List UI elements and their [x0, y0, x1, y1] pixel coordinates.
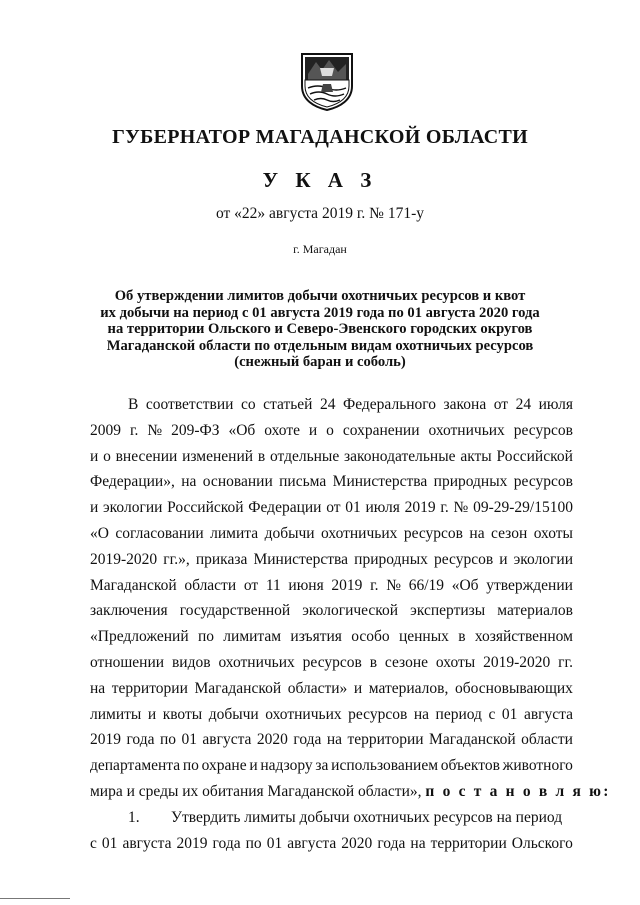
word: территории [430, 834, 507, 852]
word: ресурсов [434, 550, 494, 568]
body-line [90, 624, 573, 650]
word: государственной [179, 602, 291, 620]
word: «О [90, 524, 109, 542]
word: изъятия [290, 628, 342, 646]
word: охоте [264, 421, 300, 439]
word: приказа [195, 550, 248, 568]
word: изменений [182, 447, 254, 465]
word: добычи [264, 524, 315, 542]
footer-divider [0, 898, 70, 899]
word: и [353, 679, 363, 697]
word: письма [279, 473, 327, 491]
word: июля [538, 396, 573, 413]
word: лимита [210, 524, 259, 542]
word: 2019-2020 [90, 550, 158, 568]
word: экологии [513, 550, 573, 568]
word: Министерства [253, 550, 349, 568]
date-number-line: от «22» августа 2019 г. № 171-у [215, 205, 425, 222]
body-line [90, 521, 573, 547]
governor-heading: ГУБЕРНАТОР МАГАДАНСКОЙ ОБЛАСТИ [112, 126, 528, 148]
word: Магаданской [90, 576, 177, 594]
word: ресурсов [513, 421, 573, 439]
word: и [308, 421, 318, 439]
word: по [245, 834, 262, 852]
body-line [90, 598, 573, 624]
word: 01 [266, 834, 283, 852]
body-line [90, 469, 573, 495]
word: от [326, 499, 341, 517]
word: хозяйственном [474, 628, 573, 646]
word: гг. [558, 653, 573, 671]
word: и [147, 705, 157, 723]
word: Магаданской [194, 679, 282, 697]
word: 2009 [90, 421, 121, 439]
word: Федерации [248, 499, 322, 517]
word: по [182, 757, 199, 775]
word: «Предложений [90, 628, 189, 646]
word: Федерации», [90, 473, 175, 491]
body-line [90, 392, 573, 418]
title-line: Об утверждении лимитов добычи охотничьих ресурсов и квот [114, 288, 526, 304]
word: 2019 [404, 499, 436, 517]
word: природных [433, 473, 508, 491]
word: области [184, 576, 237, 594]
word: августа [202, 731, 252, 749]
word: г. [370, 576, 379, 594]
word: августа [122, 834, 172, 852]
body-line [90, 495, 573, 521]
word: квоты [162, 705, 203, 723]
word: ресурсов [403, 524, 463, 542]
word: № [453, 499, 469, 517]
word: от [493, 396, 509, 413]
magadan-coat-of-arms-icon [298, 50, 356, 112]
word: года [212, 834, 241, 852]
word: г. [129, 421, 139, 439]
word: охоты [435, 653, 476, 671]
word: 01 [345, 499, 361, 517]
word: и [90, 499, 99, 517]
word: добычи [208, 705, 259, 723]
word: надзору [260, 757, 313, 775]
word: Магаданской [429, 731, 516, 749]
word: и [90, 447, 99, 465]
word: № [386, 576, 402, 594]
word: акты [460, 447, 492, 465]
word: охоты [533, 524, 573, 542]
word: Федерального [343, 396, 437, 413]
word: на [90, 679, 106, 697]
word: июля [365, 499, 400, 517]
word: лимиты [90, 705, 142, 723]
word: охотничьих [265, 705, 342, 723]
word: животного [502, 757, 573, 775]
word: г. [440, 499, 449, 517]
word: обосновывающих [454, 679, 573, 697]
word: внесении [115, 447, 178, 465]
word: основании [202, 473, 273, 491]
word: ресурсов [348, 705, 408, 723]
body-line [90, 444, 573, 470]
item-1-second-line [90, 831, 573, 857]
word: заключения [90, 602, 168, 620]
word: августа [287, 834, 337, 852]
word: и [499, 550, 508, 568]
body-line: мира и среды их обитания Магаданской области», [90, 782, 422, 800]
title-line: на территории Ольского и Северо-Эвенского городских округов [107, 321, 533, 338]
word: видов [171, 653, 211, 671]
word: материалов [497, 602, 573, 620]
decree-body [90, 392, 611, 856]
word: сезон [491, 524, 528, 542]
word: «Об [228, 421, 256, 439]
decree-title [70, 288, 570, 371]
word: 2019 [90, 731, 121, 749]
item-text: Утвердить лимиты добычи охотничьих ресурсов на период [171, 808, 563, 826]
word: 01 [501, 705, 518, 723]
word: в [257, 447, 266, 465]
item-1-first-line [90, 805, 573, 831]
word: департамента [90, 757, 181, 775]
word: о [326, 421, 334, 439]
title-line: Магаданской области по отдельным видам охотничьих ресурсов [106, 337, 534, 354]
word: экспертизы [410, 602, 486, 620]
word: охотничьих [218, 653, 295, 671]
item-number: 1. [128, 808, 140, 826]
word: ценных [398, 628, 449, 646]
word: в [369, 653, 378, 671]
word: от [243, 576, 259, 594]
word: особо [351, 628, 390, 646]
title-line: их добычи на период с 01 августа 2019 года по 01 августа 2020 года [100, 304, 540, 321]
word: 66/19 [408, 576, 445, 594]
word: гг.», [163, 550, 190, 568]
word: охране [201, 757, 247, 775]
document-type-title: У К А З [262, 168, 378, 192]
word: В [128, 396, 139, 413]
word: на [413, 705, 429, 723]
word: сохранении [342, 421, 420, 439]
body-line [90, 727, 573, 753]
word: экологии [103, 499, 163, 517]
word: года [377, 834, 406, 852]
word: 2019 [176, 834, 208, 852]
word: Российской [167, 499, 244, 517]
word: по [159, 731, 176, 749]
word: с [488, 705, 496, 723]
word: экологической [302, 602, 399, 620]
word: законодательные [344, 447, 456, 465]
word: области [521, 731, 573, 749]
word: № [147, 421, 163, 439]
body-line [90, 418, 573, 444]
word: на [326, 731, 343, 749]
word: года [126, 731, 155, 749]
word: отдельные [269, 447, 340, 465]
body-line [90, 573, 573, 599]
body-line [90, 753, 573, 779]
word: природных [354, 550, 428, 568]
word: материалов, [368, 679, 449, 697]
word: 01 [181, 731, 197, 749]
word: 209-ФЗ [171, 421, 220, 439]
word: 11 [265, 576, 281, 594]
word: 2019 [331, 576, 363, 594]
word: Ольского [511, 834, 573, 852]
word: на [410, 834, 426, 852]
word: области» [287, 679, 348, 697]
word: июня [288, 576, 324, 594]
word: Министерства [332, 473, 428, 491]
word: и [249, 757, 258, 775]
word: августа [523, 705, 573, 723]
body-line [90, 650, 573, 676]
word: ресурсов [302, 653, 362, 671]
word: отношении [90, 653, 165, 671]
word: охотничьих [428, 421, 505, 439]
word: 2020 [256, 731, 288, 749]
decree-word: п о с т а н о в л я ю: [425, 782, 611, 800]
body-line [90, 702, 573, 728]
word: на [469, 524, 485, 542]
body-line [90, 547, 573, 573]
word: охотничьих [321, 524, 398, 542]
body-line [90, 676, 573, 702]
word: территории [347, 731, 424, 749]
word: объектов [440, 757, 500, 775]
word: утверждении [486, 576, 573, 594]
word: территории [111, 679, 188, 697]
word: на [181, 473, 197, 491]
word: 24 [515, 396, 532, 413]
word: статьей [263, 396, 313, 413]
word: период [435, 705, 482, 723]
word: по [197, 628, 214, 646]
word: 24 [319, 396, 336, 413]
city-label: г. Магадан [293, 242, 347, 256]
word: с [90, 834, 97, 852]
word: согласовании [115, 524, 204, 542]
word: ресурсов [513, 473, 573, 491]
word: «Об [451, 576, 479, 594]
word: Российской [496, 447, 573, 465]
body-line-final [90, 779, 611, 805]
word: 01 [101, 834, 118, 852]
word: в [458, 628, 466, 646]
word: лимитам [223, 628, 282, 646]
word: сезоне [384, 653, 429, 671]
word: закона [443, 396, 487, 413]
word: использованием [331, 757, 439, 775]
word: соответствии [145, 396, 234, 413]
word: за [315, 757, 329, 775]
word: 2019-2020 [483, 653, 551, 671]
word: о [103, 447, 111, 465]
word: со [240, 396, 256, 413]
word: 2020 [341, 834, 373, 852]
title-line: (снежный баран и соболь) [234, 354, 406, 371]
word: года [293, 731, 322, 749]
word: 09-29-29/15100 [473, 499, 573, 517]
